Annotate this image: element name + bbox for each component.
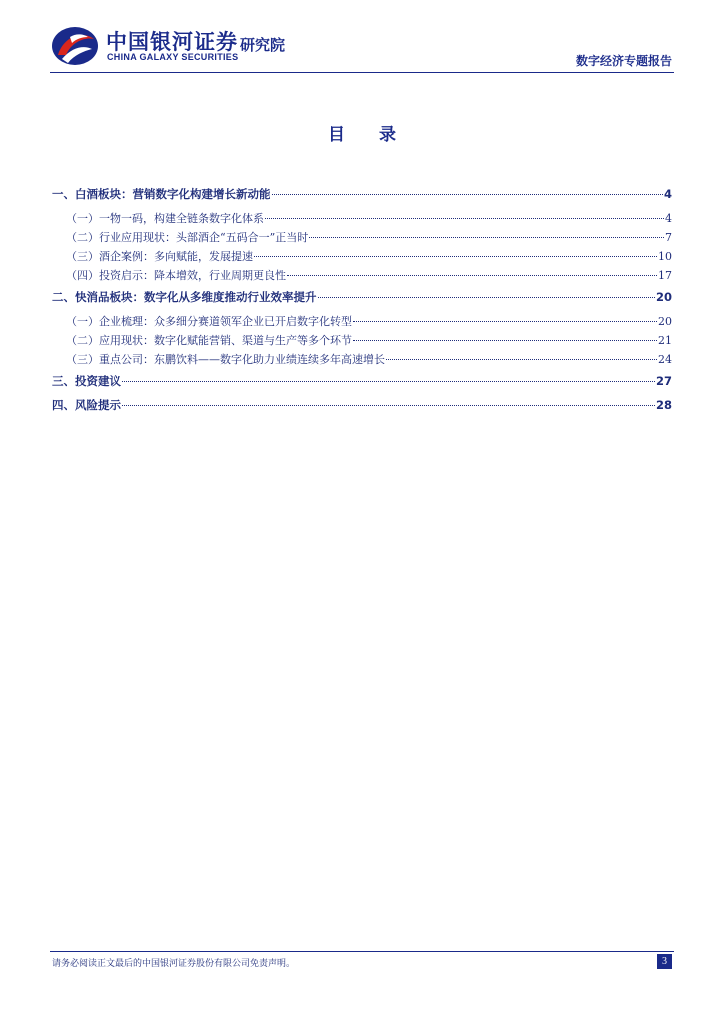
company-name-en: CHINA GALAXY SECURITIES xyxy=(107,52,239,62)
toc-entry-section-2[interactable] xyxy=(52,289,672,309)
toc-entry-page: 20 xyxy=(655,290,672,304)
toc-leader-dots xyxy=(353,340,657,341)
toc-entry-section-1-2[interactable] xyxy=(52,229,672,248)
page-number-badge: 3 xyxy=(657,954,672,969)
toc-leader-dots xyxy=(318,297,655,298)
toc-entry-section-2-1[interactable] xyxy=(52,313,672,332)
toc-entry-page: 4 xyxy=(665,212,672,225)
toc-entry-page: 24 xyxy=(658,353,672,366)
toc-entry-section-2-2[interactable] xyxy=(52,332,672,351)
toc-leader-dots xyxy=(287,275,657,276)
toc-leader-dots xyxy=(353,321,657,322)
toc-leader-dots xyxy=(122,405,655,406)
toc-entry-section-2-3[interactable] xyxy=(52,351,672,370)
toc-entry-page: 7 xyxy=(665,231,672,244)
toc-entry-label: 三、投资建议 xyxy=(52,374,121,388)
toc-entry-label: （一）企业梳理：众多细分赛道领军企业已开启数字化转型 xyxy=(66,315,352,328)
toc-leader-dots xyxy=(309,237,664,238)
toc-entry-section-1[interactable] xyxy=(52,186,672,206)
toc-entry-section-4[interactable] xyxy=(52,397,672,417)
toc-entry-page: 28 xyxy=(655,398,672,412)
toc-leader-dots xyxy=(265,218,664,219)
toc-leader-dots xyxy=(122,381,655,382)
toc-entry-page: 27 xyxy=(655,374,672,388)
footer-disclaimer: 请务必阅读正文最后的中国银河证券股份有限公司免责声明。 xyxy=(52,959,296,969)
footer-divider xyxy=(50,951,674,952)
toc-entry-label: （二）应用现状：数字化赋能营销、渠道与生产等多个环节 xyxy=(66,334,352,347)
toc-entry-page: 10 xyxy=(658,250,672,263)
toc-entry-page: 21 xyxy=(658,334,672,347)
header-divider xyxy=(50,72,674,73)
toc-entry-label: （四）投资启示：降本增效，行业周期更良性 xyxy=(66,269,286,282)
report-type-label: 数字经济专题报告 xyxy=(575,54,672,68)
toc-title: 目 录 xyxy=(328,125,410,145)
toc-entry-section-1-4[interactable] xyxy=(52,267,672,286)
toc-leader-dots xyxy=(386,359,657,360)
toc-entry-label: 二、快消品板块：数字化从多维度推动行业效率提升 xyxy=(52,290,317,304)
company-name-cn: 中国银河证券 xyxy=(106,30,238,54)
toc-entry-label: 四、风险提示 xyxy=(52,398,121,412)
toc-leader-dots xyxy=(272,194,663,195)
toc-entry-section-1-3[interactable] xyxy=(52,248,672,267)
table-of-contents xyxy=(52,186,672,421)
toc-entry-section-1-1[interactable] xyxy=(52,210,672,229)
toc-entry-label: （三）重点公司：东鹏饮料——数字化助力业绩连续多年高速增长 xyxy=(66,353,385,366)
toc-entry-page: 20 xyxy=(658,315,672,328)
toc-entry-page: 4 xyxy=(663,187,672,201)
toc-entry-label: （三）酒企案例：多向赋能，发展提速 xyxy=(66,250,253,263)
toc-entry-page: 17 xyxy=(658,269,672,282)
toc-entry-label: （一）一物一码，构建全链条数字化体系 xyxy=(66,212,264,225)
galaxy-logo-icon xyxy=(50,25,100,67)
toc-entry-label: （二）行业应用现状：头部酒企“五码合一”正当时 xyxy=(66,231,309,244)
page-header xyxy=(0,0,724,80)
toc-leader-dots xyxy=(254,256,657,257)
toc-entry-section-3[interactable] xyxy=(52,373,672,393)
toc-entry-label: 一、白酒板块：营销数字化构建增长新动能 xyxy=(52,187,271,201)
institute-label: 研究院 xyxy=(240,36,286,54)
